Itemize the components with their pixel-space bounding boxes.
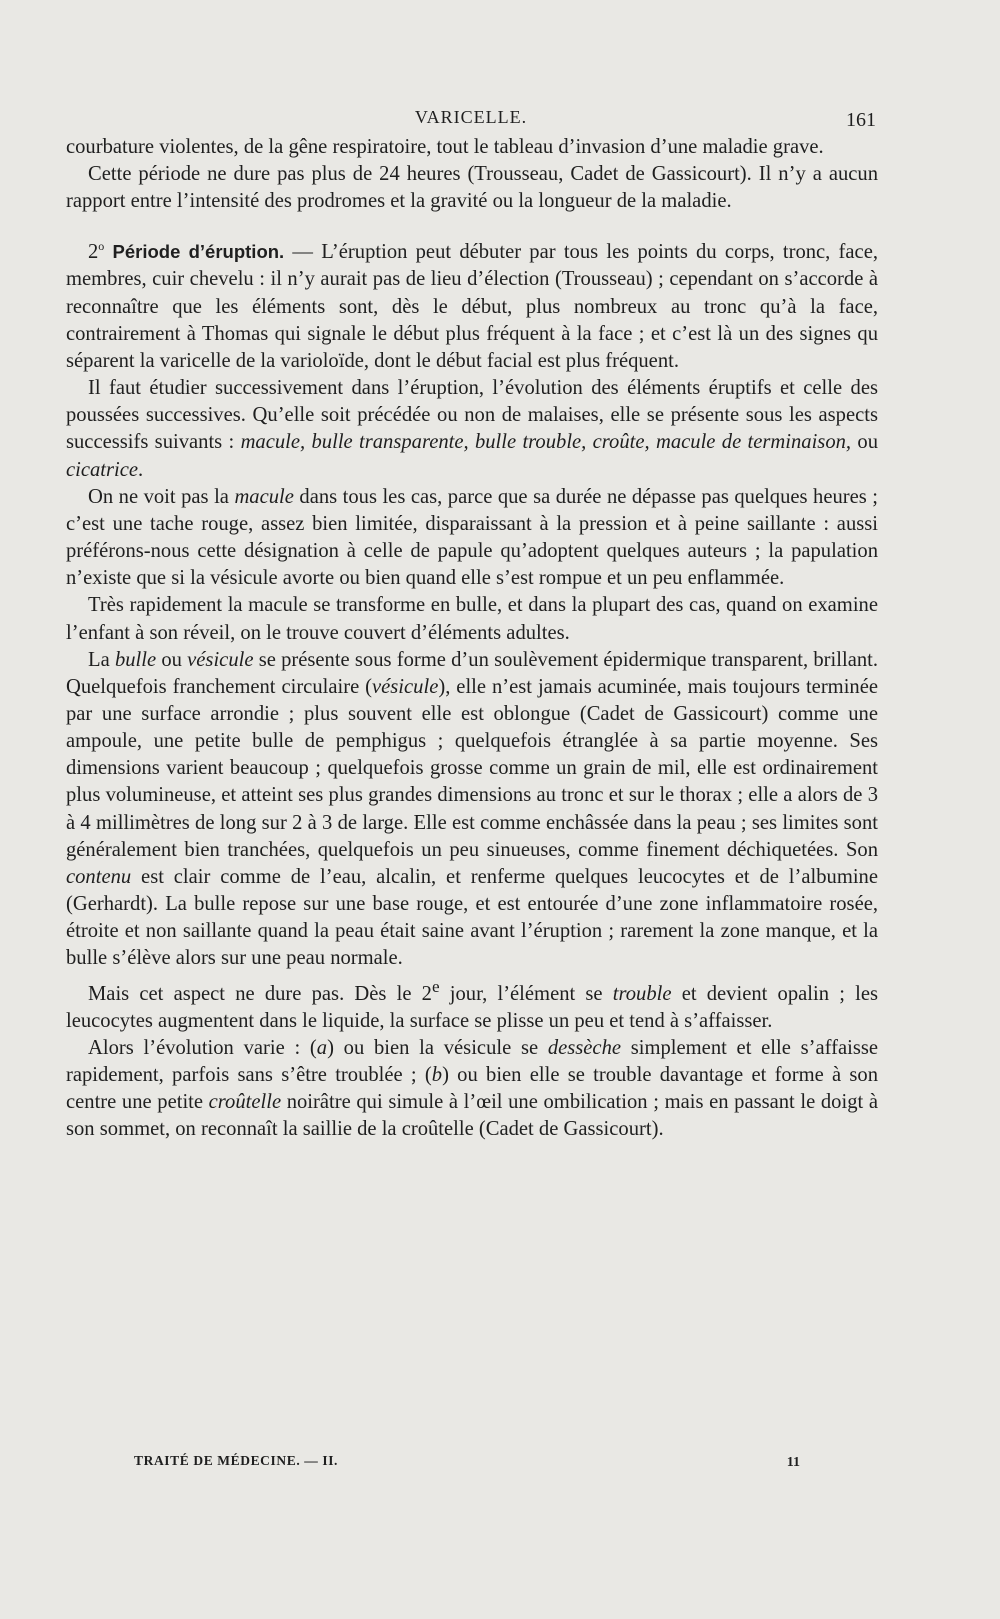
paragraph-1: [66, 134, 878, 161]
paragraph-6: [66, 592, 878, 646]
emphasis: contenu: [66, 865, 132, 888]
page-header: [66, 104, 876, 134]
paragraph-1-text: courbature violentes, de la gêne respiratoire, tout le tableau d’invasion d’une maladie grave.: [66, 136, 824, 158]
page-footer: [66, 1453, 878, 1477]
body-text: [66, 134, 878, 1143]
paragraph-8: Mais cet aspect ne dure pas. Dès le 2e jour, l’élément se trouble et devient opalin ; les leucocytes augmentent dans le liquide, la surface se plisse un peu et tend à s’affaisser.: [66, 976, 878, 1032]
paragraph-5: On ne voit pas la macule dans tous les cas, parce que sa durée ne dépasse pas quelques heures ; c’est une tache rouge, assez bien limitée, disparaissant à la pression et à peine saillante : aussi préférons-nous cette désignation à celle de papule qu’adoptent quelques auteurs ; la papulation n’existe que si la vésicule avorte ou bien quand elle s’est rompue et un peu enflammée.: [66, 485, 879, 590]
emphasis: vésicule: [187, 648, 254, 671]
section-number-sup: o: [98, 239, 105, 254]
paragraph-6-text: Très rapidement la macule se transforme en bulle, et dans la plupart des cas, quand on examine l’enfant à son réveil, on le trouve couvert d’éléments adultes.: [66, 594, 878, 644]
emphasis: macule: [234, 485, 294, 508]
page-number: 161: [846, 109, 876, 131]
emphasis: cicatrice: [66, 458, 139, 481]
paragraph-4: Il faut étudier successivement dans l’éruption, l’évolution des éléments éruptifs et celle des poussées successives. Qu’elle soit précédée ou non de malaises, elle se présente sous les aspects successifs suivants : macule, bulle transparente, bulle trouble, croûte, macule de terminaison, ou cicatrice.: [66, 377, 878, 481]
emphasis: b: [431, 1063, 443, 1086]
running-title: VARICELLE.: [414, 107, 528, 127]
emphasis: bulle: [114, 648, 157, 671]
signature-mark: 11: [786, 1455, 800, 1470]
emphasis: trouble: [612, 982, 672, 1005]
emphasis: macule, bulle transparente, bulle trouble, croûte, macule de terminaison,: [240, 431, 852, 454]
paragraph-3-text: — L’éruption peut débuter par tous les points du corps, tronc, face, membres, cuir chevelu : il n’y aurait pas de lieu d’élection (Trousseau) ; cependant on s’accorde à reconnaître que les éléments sont, dès le début, plus nombreux au tronc qu’à la face, contrairement à Thomas qui signale le début plus fréquent à la face ; et c’est là un des signes qu séparent la varicelle de la varioloïde, dont le début facial est plus fréquent.: [66, 241, 878, 372]
section-number: 2$^o$: [88, 239, 105, 264]
paragraph-2-text: Cette période ne dure pas plus de 24 heures (Trousseau, Cadet de Gassicourt). Il n’y a aucun rapport entre l’intensité des prodromes et la gravité ou la longueur de la maladie.: [66, 163, 878, 213]
emphasis: dessèche: [547, 1036, 622, 1059]
paragraph-9: Alors l’évolution varie : (a) ou bien la vésicule se dessèche simplement et elle s’affaisse rapidement, parfois sans s’être troublée ; (b) ou bien elle se trouble davantage et forme à son centre une petite croûtelle noirâtre qui simule à l’œil une ombilication ; mais en passant le doigt à son sommet, on reconnaît la saillie de la croûtelle (Cadet de Gassicourt).: [66, 1036, 879, 1141]
section-heading: Période d’éruption.: [112, 241, 285, 263]
paragraph-7: La bulle ou vésicule se présente sous forme d’un soulèvement épidermique transparent, brillant. Quelquefois franchement circulaire (vésicule), elle n’est jamais acuminée, mais toujours terminée par une surface arrondie ; plus souvent elle est oblongue (Cadet de Gassicourt) comme une ampoule, une petite bulle de pemphigus ; quelquefois étranglée à sa partie moyenne. Ses dimensions varient beaucoup ; quelquefois grosse comme un grain de mil, elle est ordinairement plus volumineuse, et atteint ses plus grandes dimensions au tronc et sur le thorax ; elle a alors de 3 à 4 millimètres de long sur 2 à 3 de large. Elle est comme enchâssée dans la peau ; ses limites sont généralement bien tranchées, quelquefois un peu sinueuses, comme finement déchiquetées. Son contenu est clair comme de l’eau, alcalin, et renferme quelques leucocytes et de l’albumine (Gerhardt). La bulle repose sur une base rouge, et est entourée d’une zone inflammatoire rosée, étroite et non saillante quand la peau était saine avant l’éruption ; rarement la zone manque, et la bulle s’élève alors sur une peau normale.: [66, 648, 878, 970]
emphasis: vésicule: [372, 675, 439, 698]
book-title: TRAITÉ DE MÉDECINE. — II.: [134, 1453, 339, 1468]
paragraph-3: [66, 233, 878, 375]
emphasis: croûtelle: [208, 1091, 282, 1114]
superscript: e: [431, 976, 440, 996]
paragraph-2: [66, 161, 878, 215]
emphasis: a: [316, 1036, 328, 1059]
